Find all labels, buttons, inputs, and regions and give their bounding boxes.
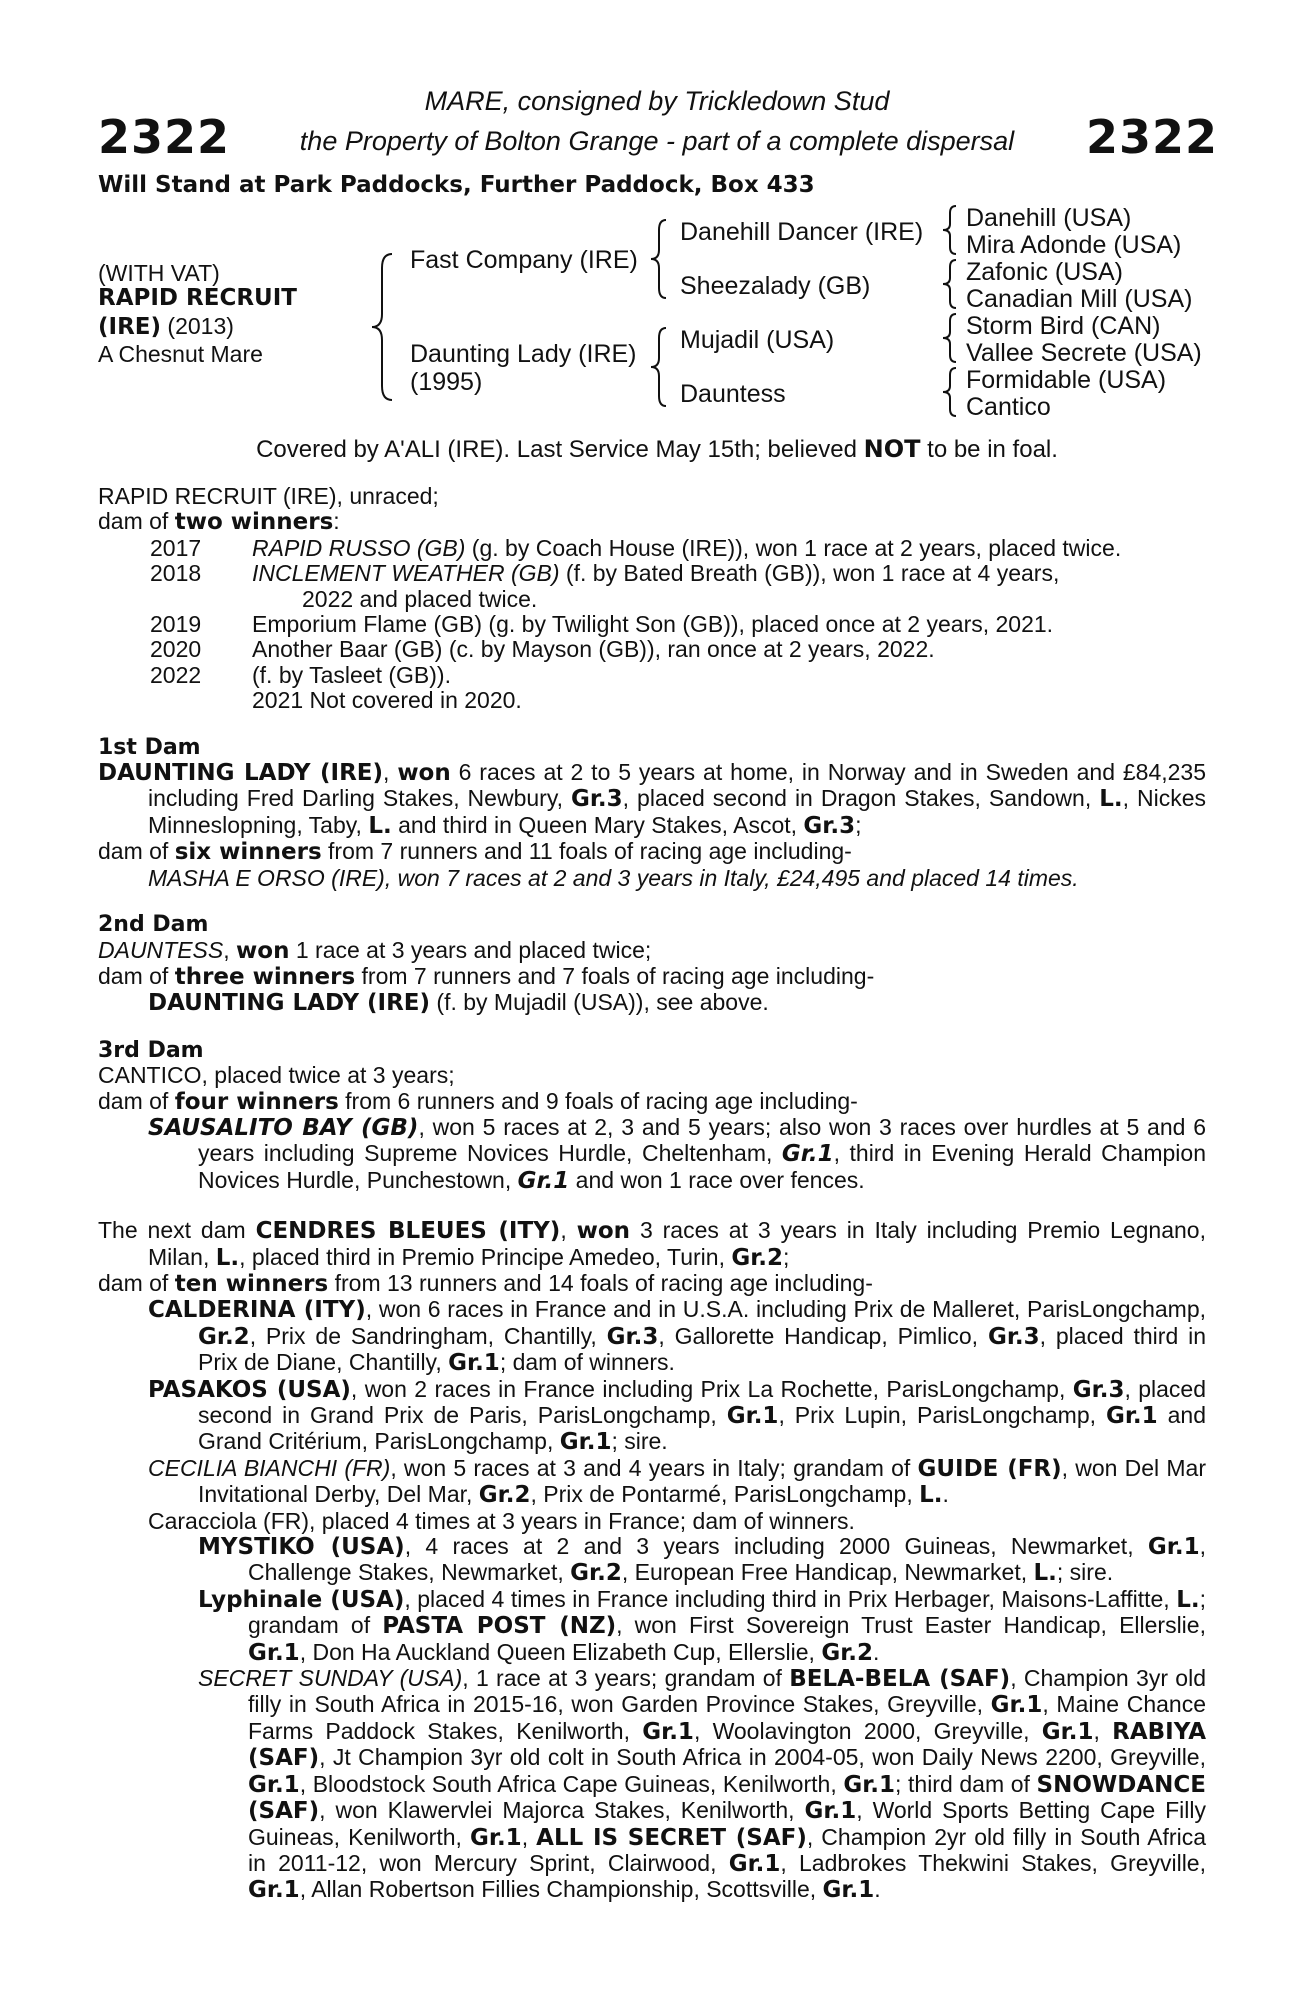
text-run: , won Del Mar Invitational Derby, Del Mar, [198, 1454, 1206, 1508]
text-run: from 6 runners and 9 foals of racing age including- [338, 1087, 858, 1114]
gg-sds: Zafonic (USA) [966, 258, 1123, 286]
text-run: , Ladbrokes Thekwini Stakes, Greyville, [780, 1849, 1206, 1876]
brace-dd [940, 366, 958, 418]
caracciola: Caracciola (FR), placed 4 times at 3 years in France; dam of winners. [148, 1507, 855, 1534]
text-run: CALDERINA (ITY) [148, 1297, 366, 1324]
text-run: INCLEMENT WEATHER (GB) [252, 560, 560, 587]
text-run: (f. by Bated Breath (GB)), won 1 race at 4 years, [559, 560, 1060, 587]
winner-cecilia-bianchi [98, 1456, 1206, 1509]
text-run: Gr.1 [248, 1771, 300, 1798]
horse-description: A Chesnut Mare [98, 341, 263, 367]
text-run: , [383, 759, 398, 786]
gg-dsd: Vallee Secrete (USA) [966, 339, 1202, 367]
sire-sire: Danehill Dancer (IRE) [680, 218, 924, 246]
text-run: , Champion 3yr old filly in South Africa in 2015-16, won Garden Province Stakes, Greyville, [248, 1665, 1206, 1718]
text-run: Gr.3 [570, 786, 623, 813]
text-run: Gr.1 [843, 1771, 896, 1798]
text-run: Gr.1 [248, 1877, 300, 1904]
stand-location: Will Stand at Park Paddocks, Further Paddock, Box 433 [98, 172, 815, 198]
text-run: Gr.1 [990, 1692, 1043, 1719]
text-run: , third in Evening Herald Champion Novices Hurdle, Punchestown, [198, 1140, 1206, 1193]
text-run: , placed third in Prix de Diane, Chantilly, [198, 1322, 1206, 1376]
text-run: (IRE) [98, 314, 162, 340]
text-run: 3 races at 3 years in Italy including Premio Legnano, Milan, [148, 1217, 1206, 1270]
text-run: ; [783, 1243, 790, 1270]
text-run: , Bloodstock South Africa Cape Guineas, Kenilworth, [299, 1770, 844, 1797]
text-run: Gr.1 [1105, 1403, 1158, 1429]
text-run: SAUSALITO BAY (GB) [148, 1114, 419, 1141]
produce-item [150, 561, 1206, 586]
gg-sss: Danehill (USA) [966, 204, 1132, 232]
text-run: , Maine Chance Farms Paddock Stakes, Kenilworth, [248, 1691, 1206, 1744]
text-run: 1 race at 3 years and placed twice; [289, 936, 652, 963]
text-run: RABIYA (SAF) [248, 1718, 1206, 1772]
text-run: won [576, 1218, 631, 1245]
text-run: from 7 runners and 7 foals of racing age including- [355, 962, 875, 989]
winner-pasakos [98, 1377, 1206, 1456]
text-run: The next dam [98, 1217, 256, 1244]
next-dam-record [98, 1218, 1206, 1271]
text-run: Gr.1 [726, 1403, 779, 1429]
text-run: , placed 4 times in France including third in Prix Herbager, Maisons-Laffitte, [404, 1585, 1177, 1612]
text-run: 6 races at 2 to 5 years at home, in Norway and in Sweden and £84,235 including Fred Darling Stakes, Newbury, [148, 759, 1207, 812]
text-run: ; third dam of [895, 1770, 1037, 1797]
text-run: 2022 and placed twice. [302, 585, 538, 612]
text-run: L. [1099, 786, 1123, 813]
text-run: Gr.2 [478, 1482, 531, 1509]
second-dam-winner [98, 990, 1206, 1016]
text-run: DAUNTING LADY (IRE) [98, 760, 384, 787]
brace-dam [648, 326, 668, 408]
text-run: L. [215, 1244, 240, 1271]
brace-main [368, 252, 394, 402]
text-run: 2020 [150, 636, 202, 663]
brace-ss [940, 204, 958, 256]
text-run: , [560, 1217, 577, 1244]
text-run: Gr.1 [248, 1639, 300, 1666]
catalogue-body [98, 484, 1206, 1904]
section-heading-1st-dam: 1st Dam [98, 734, 201, 760]
text-run: (2013) [167, 313, 234, 339]
section-heading-3rd-dam: 3rd Dam [98, 1037, 204, 1063]
text-run: ; grandam of [248, 1585, 1206, 1639]
second-dam-record [98, 938, 1206, 964]
text-run: three winners [174, 963, 356, 990]
text-run: , won 5 races at 3 and 4 years in Italy; grandam of [390, 1454, 918, 1481]
text-run: , Nickes Minneslopning, Taby, [148, 785, 1206, 838]
text-run: MASHA E ORSO (IRE) [148, 864, 385, 891]
gg-ssd: Mira Adonde (USA) [966, 231, 1182, 259]
gg-ddd: Cantico [966, 393, 1051, 421]
text-run: DAUNTESS [98, 936, 224, 963]
text-run: : [333, 508, 340, 535]
text-run: PASTA POST (NZ) [382, 1613, 617, 1640]
text-run: from 13 runners and 14 foals of racing age including- [328, 1269, 873, 1296]
dam-year: (1995) [410, 368, 483, 396]
text-run: , Allan Robertson Fillies Championship, Scottsville, [299, 1876, 823, 1903]
winner-mystiko [98, 1534, 1206, 1587]
text-run: Gr.3 [803, 812, 856, 839]
text-run: ALL IS SECRET (SAF) [536, 1824, 807, 1851]
covering-status [0, 435, 1314, 464]
text-run: Gr.1 [642, 1718, 694, 1745]
lot-number-left: 2322 [98, 110, 231, 164]
text-run: BELA-BELA (SAF) [789, 1666, 1011, 1693]
text-run: , European Free Handicap, Newmarket, [621, 1559, 1034, 1586]
text-run: , 1 race at 3 years; grandam of [462, 1665, 790, 1692]
produce-intro: RAPID RECRUIT (IRE), unraced; [98, 483, 439, 509]
text-run: , Gallorette Handicap, Pimlico, [658, 1322, 988, 1349]
text-run: SNOWDANCE (SAF) [248, 1771, 1206, 1825]
text-run: Lyphinale (USA) [198, 1586, 405, 1613]
text-run: won [236, 937, 290, 964]
text-run: to be in foal. [920, 436, 1058, 463]
sire: Fast Company (IRE) [410, 246, 638, 274]
text-run: ; sire. [1056, 1559, 1114, 1586]
text-run: , placed third in Premio Principe Amedeo, Turin, [239, 1243, 732, 1270]
produce-summary [98, 509, 1206, 535]
secret-sunday [98, 1666, 1206, 1904]
text-run: , won 2 races in France including Prix La Rochette, ParisLongchamp, [350, 1375, 1073, 1402]
text-run: , won 5 races at 2, 3 and 5 years; also won 3 races over hurdles at 5 and 6 years including Supreme Novices Hurdle, Cheltenham, [198, 1113, 1207, 1167]
text-run: , Challenge Stakes, Newmarket, [248, 1533, 1206, 1586]
text-run: L. [1176, 1586, 1200, 1613]
text-run: and Grand Critérium, ParisLongchamp, [198, 1402, 1206, 1455]
first-dam-winner [98, 866, 1206, 891]
text-run: Gr.1 [1147, 1534, 1200, 1561]
first-dam-record [98, 760, 1206, 839]
first-dam-produce [98, 839, 1206, 865]
text-run: PASAKOS (USA) [148, 1376, 351, 1403]
text-run: Gr.2 [821, 1639, 873, 1666]
text-run: GUIDE (FR) [917, 1455, 1062, 1482]
third-dam-produce [98, 1089, 1206, 1115]
text-run: Gr.1 [1041, 1718, 1094, 1745]
second-dam-produce [98, 964, 1206, 990]
text-run: six winners [174, 839, 322, 866]
text-run: RAPID RUSSO (GB) [252, 534, 466, 561]
text-run: dam of [98, 1087, 175, 1114]
text-run: , 4 races at 2 and 3 years including 2000 Guineas, Newmarket, [404, 1533, 1148, 1560]
text-run: , placed second in Dragon Stakes, Sandown, [622, 785, 1100, 812]
text-run: (g. by Coach House (IRE)), won 1 race at 2 years, placed twice. [465, 534, 1122, 561]
text-run: dam of [98, 1269, 175, 1296]
gg-dds: Formidable (USA) [966, 366, 1167, 394]
text-run: Gr.1 [448, 1350, 500, 1377]
text-run: Gr.1 [822, 1877, 875, 1904]
horse-name: RAPID RECRUIT [98, 285, 297, 311]
text-run: DAUNTING LADY (IRE) [148, 990, 431, 1017]
text-run: four winners [174, 1088, 339, 1115]
text-run: Gr.2 [570, 1560, 622, 1587]
brace-ds [940, 312, 958, 364]
sire-dam: Sheezalady (GB) [680, 272, 871, 300]
horse-country-year [98, 313, 234, 340]
text-run: 2021 Not covered in 2020. [252, 687, 522, 714]
text-run: dam of [98, 508, 175, 535]
text-run: (f. by Tasleet (GB)). [252, 661, 451, 688]
text-run: dam of [98, 962, 175, 989]
produce-item [150, 663, 1206, 688]
text-run: , World Sports Betting Cape Filly Guineas, Kenilworth, [248, 1797, 1206, 1850]
text-run: Gr.1 [804, 1798, 857, 1825]
text-run: Gr.1 [470, 1824, 522, 1851]
produce-item [150, 612, 1206, 637]
text-run: 2017 [150, 534, 202, 561]
header-line-2: the Property of Bolton Grange - part of a complete dispersal [299, 126, 1015, 156]
text-run: , Don Ha Auckland Queen Elizabeth Cup, Ellerslie, [299, 1638, 822, 1665]
text-run: (f. by Mujadil (USA)), see above. [430, 989, 769, 1016]
text-run: , Jt Champion 3yr old colt in South Africa in 2004-05, won Daily News 2200, Greyville, [319, 1744, 1206, 1771]
text-run: and third in Queen Mary Stakes, Ascot, [391, 811, 804, 838]
gg-sdd: Canadian Mill (USA) [966, 285, 1193, 313]
text-run: NOT [863, 435, 921, 463]
text-run: Gr.3 [1072, 1376, 1125, 1403]
text-run: CENDRES BLEUES (ITY) [255, 1218, 561, 1245]
text-run: ; [855, 811, 862, 838]
text-run: , won 7 races at 2 and 3 years in Italy, £24,495 and placed 14 times. [384, 864, 1079, 891]
text-run: from 7 runners and 11 foals of racing age including- [321, 838, 852, 865]
produce-item [150, 688, 1206, 713]
dam-dam: Dauntess [680, 380, 786, 408]
lot-number-right: 2322 [1086, 110, 1219, 164]
section-heading-2nd-dam: 2nd Dam [98, 912, 209, 938]
text-run: Another Baar (GB) (c. by Mayson (GB)), ran once at 2 years, 2022. [252, 636, 935, 663]
text-run: Gr.3 [987, 1323, 1040, 1350]
text-run: 2019 [150, 611, 202, 638]
text-run: , Champion 2yr old filly in South Africa in 2011-12, won Mercury Sprint, Clairwood, [248, 1823, 1206, 1876]
produce-item-continued [150, 587, 1206, 612]
lyphinale [98, 1587, 1206, 1666]
text-run: ten winners [174, 1270, 329, 1297]
header-line-1: MARE, consigned by Trickledown Stud [424, 86, 890, 116]
text-run: . [873, 1638, 880, 1665]
brace-sd [940, 258, 958, 310]
text-run: , Prix de Sandringham, Chantilly, [249, 1322, 607, 1349]
text-run: , placed second in Grand Prix de Paris, ParisLongchamp, [198, 1375, 1207, 1428]
produce-list [98, 536, 1206, 714]
text-run: . [874, 1876, 881, 1903]
text-run: Gr.1 [517, 1167, 570, 1194]
text-run: Covered by A'ALI (IRE). Last Service May 15th; believed [256, 436, 864, 463]
produce-item [150, 536, 1206, 561]
text-run: , [521, 1823, 537, 1850]
text-run: , Woolavington 2000, Greyville, [693, 1717, 1042, 1744]
text-run: ; sire. [611, 1428, 668, 1455]
text-run: , Prix Lupin, ParisLongchamp, [778, 1402, 1106, 1428]
next-dam-produce [98, 1271, 1206, 1297]
text-run [150, 688, 252, 713]
text-run: SECRET SUNDAY (USA) [198, 1665, 463, 1692]
text-run: Gr.2 [198, 1323, 250, 1350]
text-run: ; dam of winners. [499, 1349, 675, 1376]
text-run: L. [919, 1482, 943, 1509]
text-run: , won First Sovereign Trust Easter Handicap, Ellerslie, [616, 1612, 1206, 1639]
third-dam-record: CANTICO, placed twice at 3 years; [98, 1062, 455, 1089]
text-run: , [1093, 1717, 1113, 1744]
dam: Daunting Lady (IRE) [410, 340, 637, 368]
text-run: Gr.2 [731, 1244, 784, 1271]
text-run: , won 6 races in France and in U.S.A. including Prix de Malleret, ParisLongchamp, [365, 1296, 1207, 1323]
text-run: 2018 [150, 560, 202, 587]
text-run: Gr.3 [606, 1323, 659, 1350]
vat-note: (WITH VAT) [98, 260, 220, 286]
text-run: Gr.1 [781, 1141, 834, 1168]
brace-sire [648, 218, 668, 300]
dam-sire: Mujadil (USA) [680, 326, 835, 354]
text-run: L. [1033, 1560, 1057, 1587]
text-run: 2022 [150, 661, 202, 688]
text-run: CECILIA BIANCHI (FR) [148, 1454, 391, 1481]
text-run: , Prix de Pontarmé, ParisLongchamp, [530, 1481, 920, 1508]
text-run: L. [368, 812, 392, 839]
text-run: two winners [174, 509, 334, 536]
gg-dss: Storm Bird (CAN) [966, 312, 1161, 340]
text-run: dam of [98, 838, 175, 865]
text-run: , [223, 936, 237, 963]
text-run: won [397, 760, 451, 787]
text-run: Gr.1 [559, 1429, 612, 1456]
text-run: MYSTIKO (USA) [198, 1534, 405, 1561]
third-dam-winner [98, 1115, 1206, 1194]
text-run: and won 1 race over fences. [569, 1166, 865, 1193]
text-run: . [942, 1481, 949, 1508]
text-run: Emporium Flame (GB) (g. by Twilight Son (GB)), placed once at 2 years, 2021. [252, 611, 1054, 638]
produce-item [150, 637, 1206, 662]
winner-calderina [98, 1297, 1206, 1376]
text-run: Gr.1 [728, 1850, 781, 1877]
text-run: , won Klawervlei Majorca Stakes, Kenilworth, [319, 1797, 805, 1824]
